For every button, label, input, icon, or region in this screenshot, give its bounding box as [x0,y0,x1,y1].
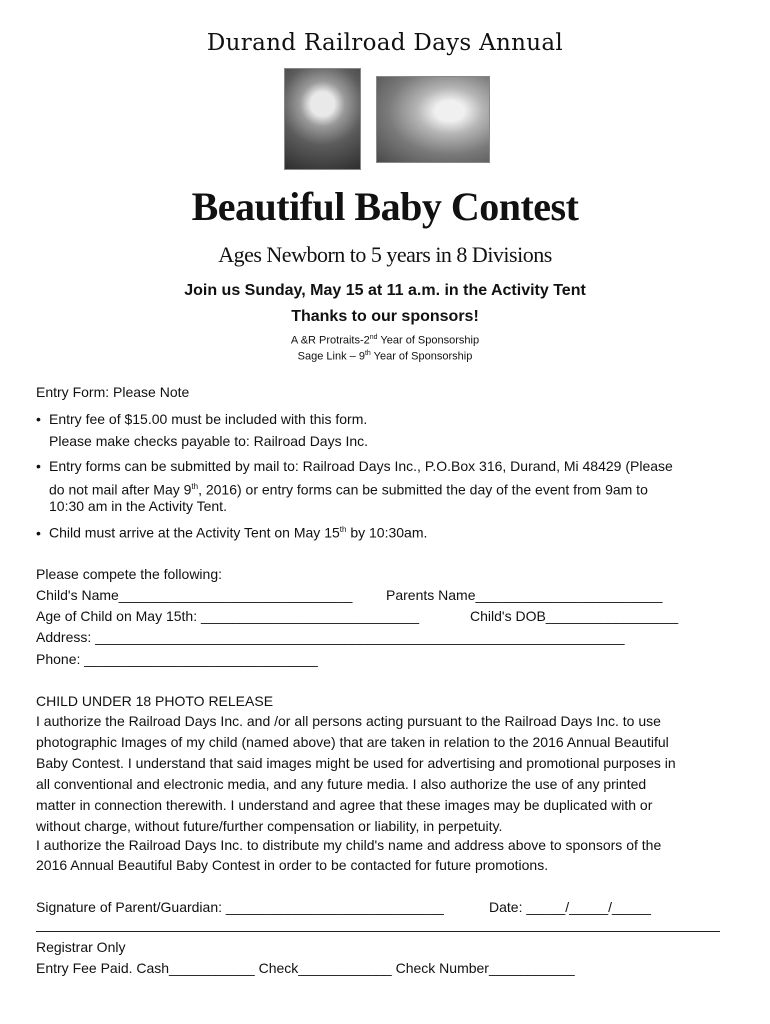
address-field[interactable]: Address: ____________________________________________________________________ [36,629,625,645]
bullet-mail-cont: do not mail after May 9th, 2016) or entry forms can be submitted the day of the event from 9am to [49,481,648,498]
release-text: 2016 Annual Beautiful Baby Contest in order to be contacted for future promotions. [36,857,549,873]
parents-name-field[interactable]: Parents Name________________________ [386,587,663,603]
bullet-fee-cont: Please make checks payable to: Railroad Days Inc. [49,433,369,449]
sponsor-line: Sage Link – 9th Year of Sponsorship [297,350,473,363]
toddler-photo [284,68,361,170]
release-text: I authorize the Railroad Days Inc. and /or all persons acting pursuant to the Railroad Days Inc. to use [36,713,661,729]
entry-fee-paid-field[interactable]: Entry Fee Paid. Cash___________ Check____________ Check Number___________ [36,960,575,976]
bullet-fee: • Entry fee of $15.00 must be included with this form. [36,411,368,427]
babies-photo [376,76,490,163]
sponsors-heading: Thanks to our sponsors! [291,308,479,325]
ages-subtitle: Ages Newborn to 5 years in 8 Divisions [218,242,552,267]
contest-title: Beautiful Baby Contest [191,184,579,229]
childs-name-field[interactable]: Child's Name______________________________ [36,587,353,603]
age-of-child-field[interactable]: Age of Child on May 15th: ____________________________ [36,608,419,624]
release-text: Baby Contest. I understand that said images might be used for advertising and promotional purposes in [36,755,676,771]
header-title: Durand Railroad Days Annual [206,30,564,56]
bullet-mail-cont: 10:30 am in the Activity Tent. [49,498,227,514]
registrar-heading: Registrar Only [36,939,126,955]
event-details: Join us Sunday, May 15 at 11 a.m. in the Activity Tent [184,282,586,299]
signature-field[interactable]: Signature of Parent/Guardian: ____________________________ [36,899,444,915]
release-text: I authorize the Railroad Days Inc. to distribute my child's name and address above to sponsors of the [36,837,662,853]
release-text: matter in connection therewith. I understand and agree that these images may be duplicated with or [36,797,653,813]
phone-field[interactable]: Phone: ______________________________ [36,651,318,667]
release-text: all conventional and electronic media, and any future media. I also authorize the use of any printed [36,776,647,792]
childs-dob-field[interactable]: Child's DOB_________________ [470,608,679,624]
sponsor-line: A &R Protraits-2nd Year of Sponsorship [290,334,480,347]
release-text: without charge, without future/further compensation or liability, in perpetuity. [36,818,503,834]
divider [36,931,720,932]
bullet-arrival: • Child must arrive at the Activity Tent on May 15th by 10:30am. [36,524,428,541]
form-intro: Please compete the following: [36,566,222,582]
release-heading: CHILD UNDER 18 PHOTO RELEASE [36,693,274,709]
release-text: photographic Images of my child (named above) that are taken in relation to the 2016 Annual Beautiful [36,734,669,750]
entry-note-heading: Entry Form: Please Note [36,384,190,400]
signature-date-field[interactable]: Date: _____/_____/_____ [489,899,651,915]
bullet-mail: • Entry forms can be submitted by mail to: Railroad Days Inc., P.O.Box 316, Durand, Mi 48429 (Please [36,458,673,474]
